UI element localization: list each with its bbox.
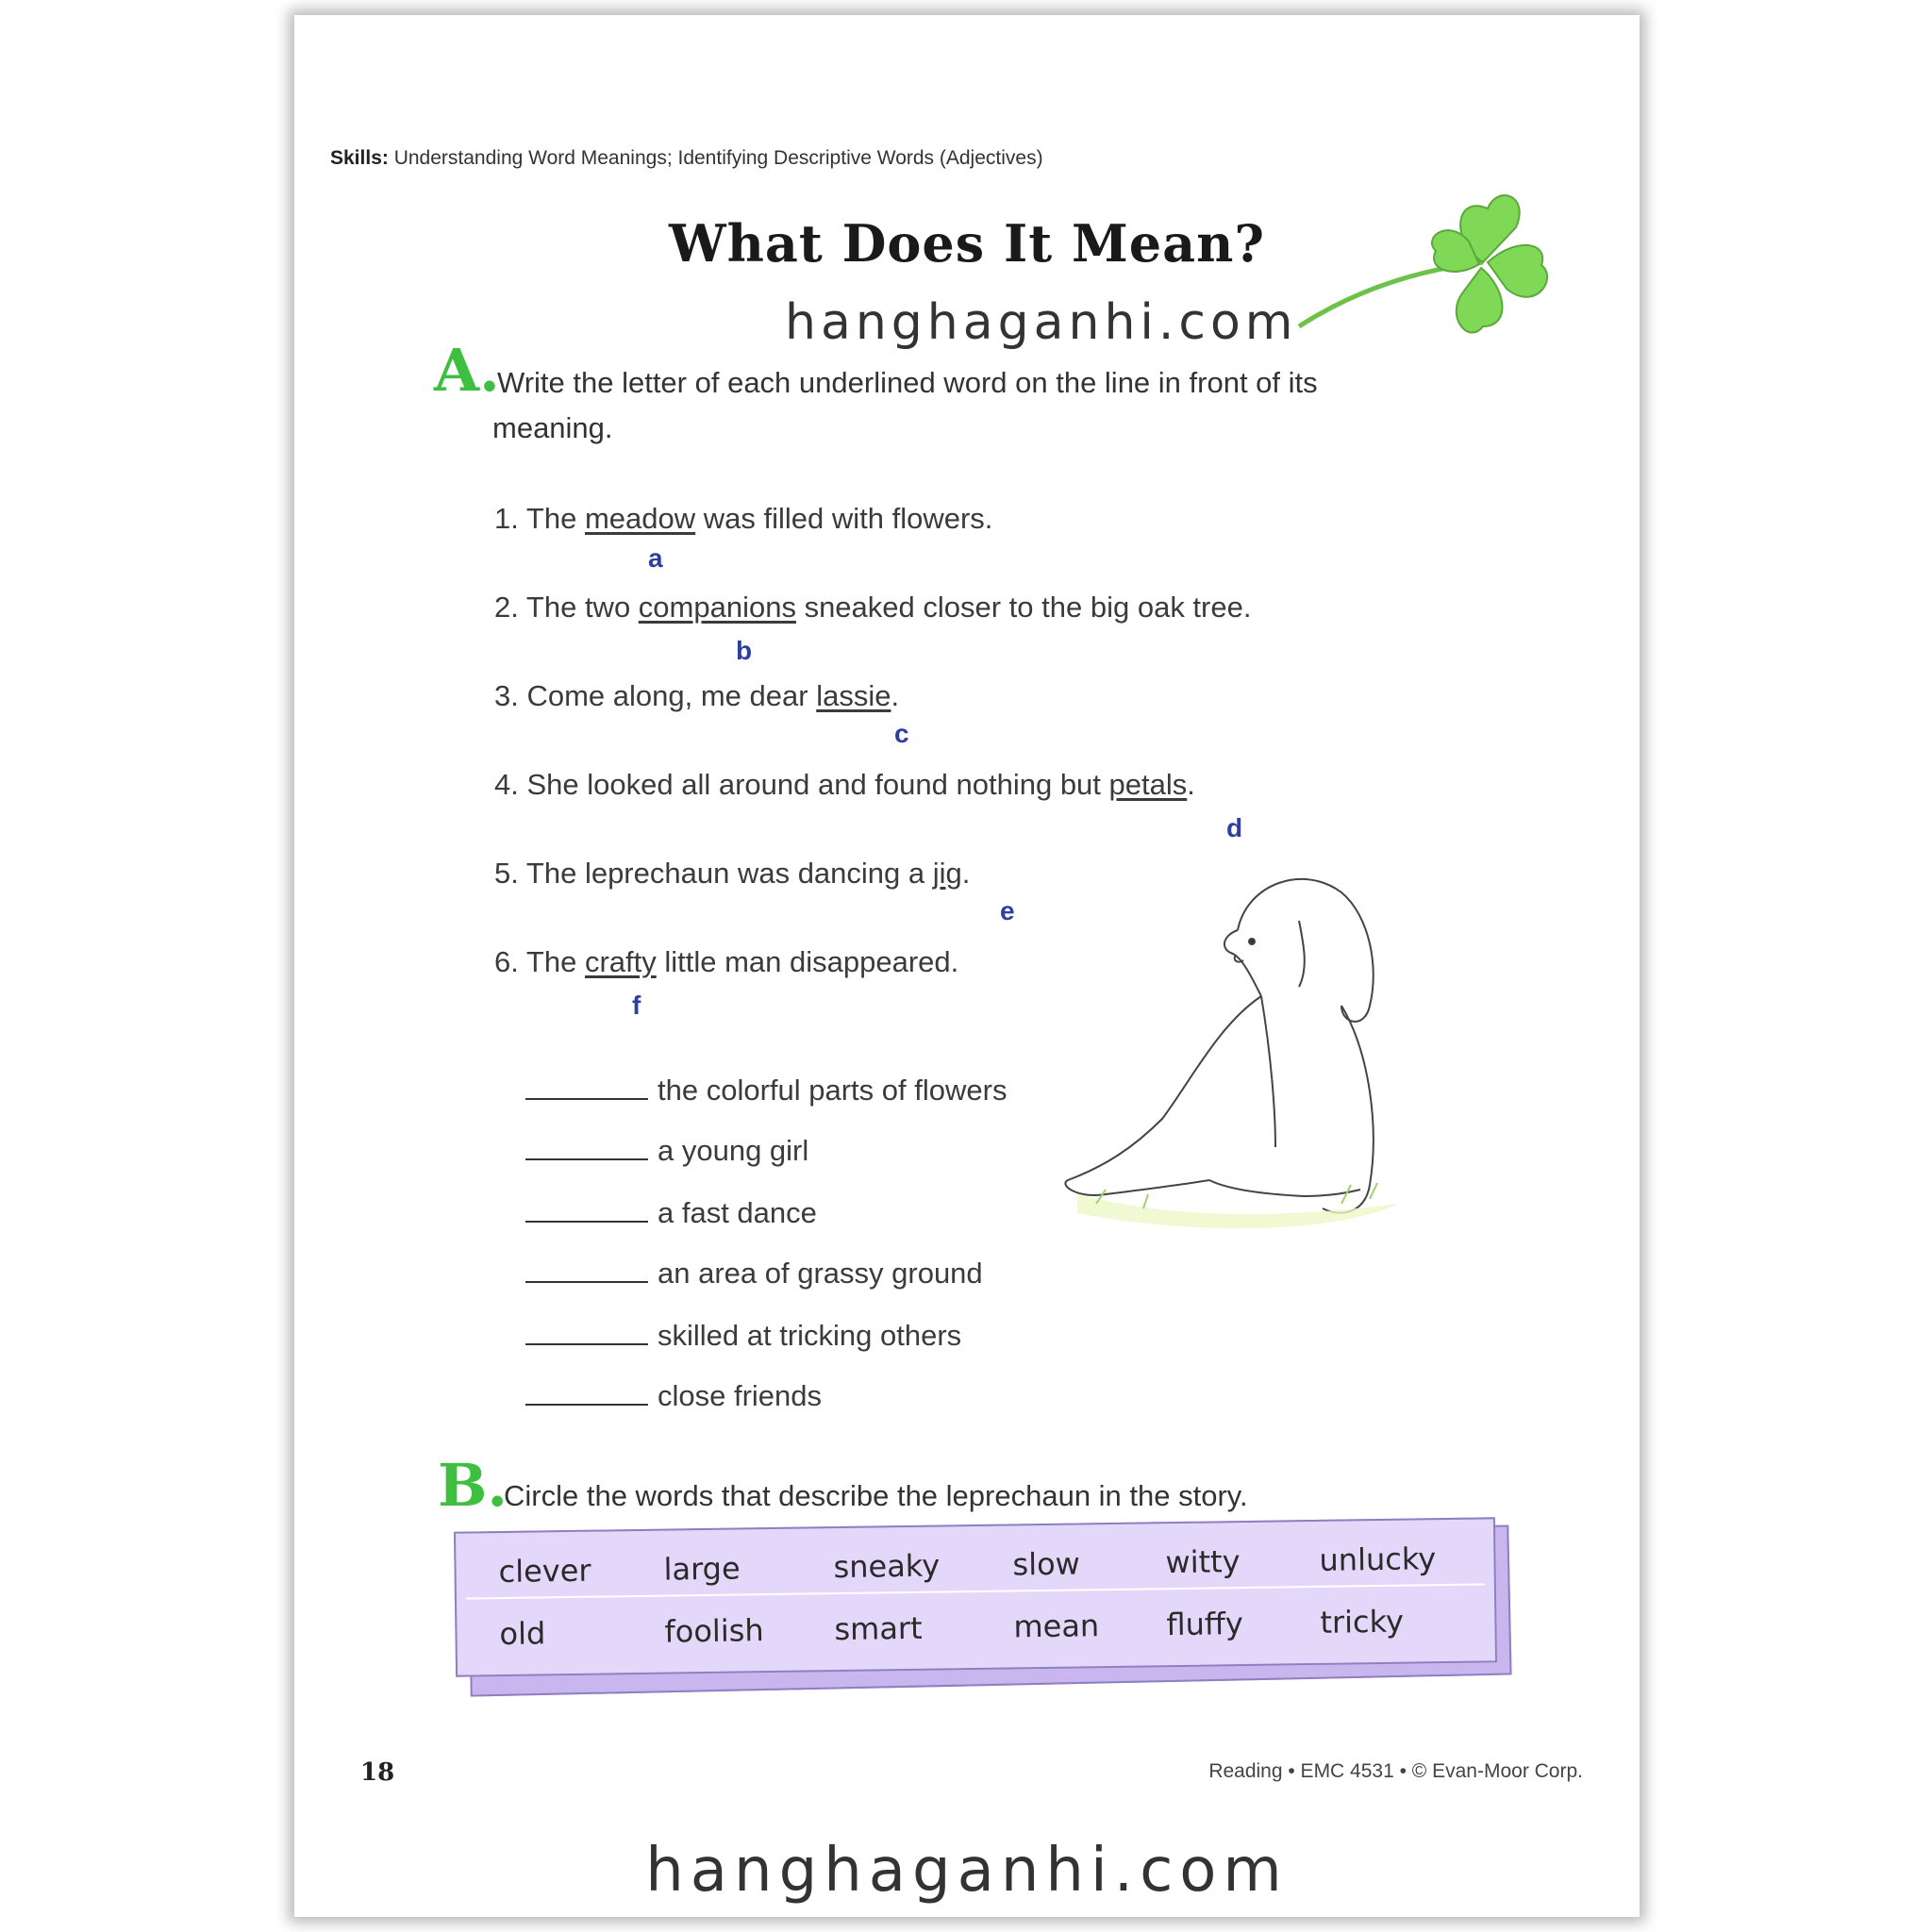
definition-1: the colorful parts of flowers	[525, 1074, 1007, 1108]
watermark-bottom: hanghaganhi.com	[645, 1836, 1289, 1906]
dog-illustration	[1058, 864, 1455, 1336]
answer-6: f	[632, 991, 641, 1020]
answer-blank[interactable]	[525, 1158, 648, 1160]
section-b-instruction: Circle the words that describe the leprechaun in the story.	[504, 1479, 1248, 1512]
word-option[interactable]: foolish	[664, 1612, 764, 1650]
word-option[interactable]: large	[663, 1550, 741, 1588]
section-a-letter: A.	[434, 336, 500, 405]
word-option[interactable]: tricky	[1320, 1603, 1405, 1641]
answer-4: d	[1226, 813, 1243, 842]
section-a-instruction-2: meaning.	[492, 411, 613, 444]
definition-5: skilled at tricking others	[525, 1319, 961, 1353]
page-number: 18	[360, 1758, 395, 1787]
definition-6: close friends	[525, 1379, 822, 1413]
answer-blank[interactable]	[525, 1098, 648, 1100]
question-2: 2. The two companions sneaked closer to the big oak tree.	[494, 591, 1252, 624]
word-option[interactable]: slow	[1012, 1545, 1081, 1583]
word-option[interactable]: witty	[1165, 1543, 1241, 1581]
answer-blank[interactable]	[525, 1343, 648, 1345]
question-4: 4. She looked all around and found nothing but petals.	[494, 768, 1195, 801]
question-6: 6. The crafty little man disappeared.	[494, 945, 959, 978]
answer-3: c	[894, 719, 909, 748]
question-3: 3. Come along, me dear lassie.	[494, 679, 900, 712]
question-5: 5. The leprechaun was dancing a jig.	[494, 857, 971, 890]
answer-1: a	[648, 543, 663, 573]
answer-blank[interactable]	[525, 1404, 648, 1406]
worksheet-page	[294, 15, 1640, 1917]
definition-3: a fast dance	[525, 1196, 817, 1230]
clover-illustration	[1294, 185, 1568, 345]
watermark-top: hanghaganhi.com	[785, 294, 1298, 351]
answer-blank[interactable]	[525, 1221, 648, 1223]
word-option[interactable]: mean	[1013, 1607, 1100, 1645]
section-b-letter: B.	[438, 1451, 508, 1520]
word-box	[454, 1517, 1497, 1676]
skills-line: Skills: Understanding Word Meanings; Identifying Descriptive Words (Adjectives)	[330, 147, 1043, 169]
answer-5: e	[1000, 896, 1015, 925]
answer-blank[interactable]	[525, 1281, 648, 1283]
question-1: 1. The meadow was filled with flowers.	[494, 502, 993, 535]
word-option[interactable]: unlucky	[1319, 1541, 1437, 1578]
word-option[interactable]: fluffy	[1166, 1606, 1244, 1643]
word-option[interactable]: clever	[498, 1552, 591, 1591]
section-a-instruction-1: Write the letter of each underlined word on the line in front of its	[497, 366, 1318, 399]
word-option[interactable]: sneaky	[833, 1547, 941, 1586]
word-option[interactable]: old	[499, 1615, 546, 1653]
definition-2: a young girl	[525, 1134, 808, 1168]
word-option[interactable]: smart	[834, 1609, 923, 1648]
answer-2: b	[736, 636, 753, 665]
page-title: What Does It Mean?	[668, 213, 1266, 274]
definition-4: an area of grassy ground	[525, 1257, 983, 1291]
footer-credit: Reading • EMC 4531 • © Evan-Moor Corp.	[1208, 1760, 1583, 1782]
